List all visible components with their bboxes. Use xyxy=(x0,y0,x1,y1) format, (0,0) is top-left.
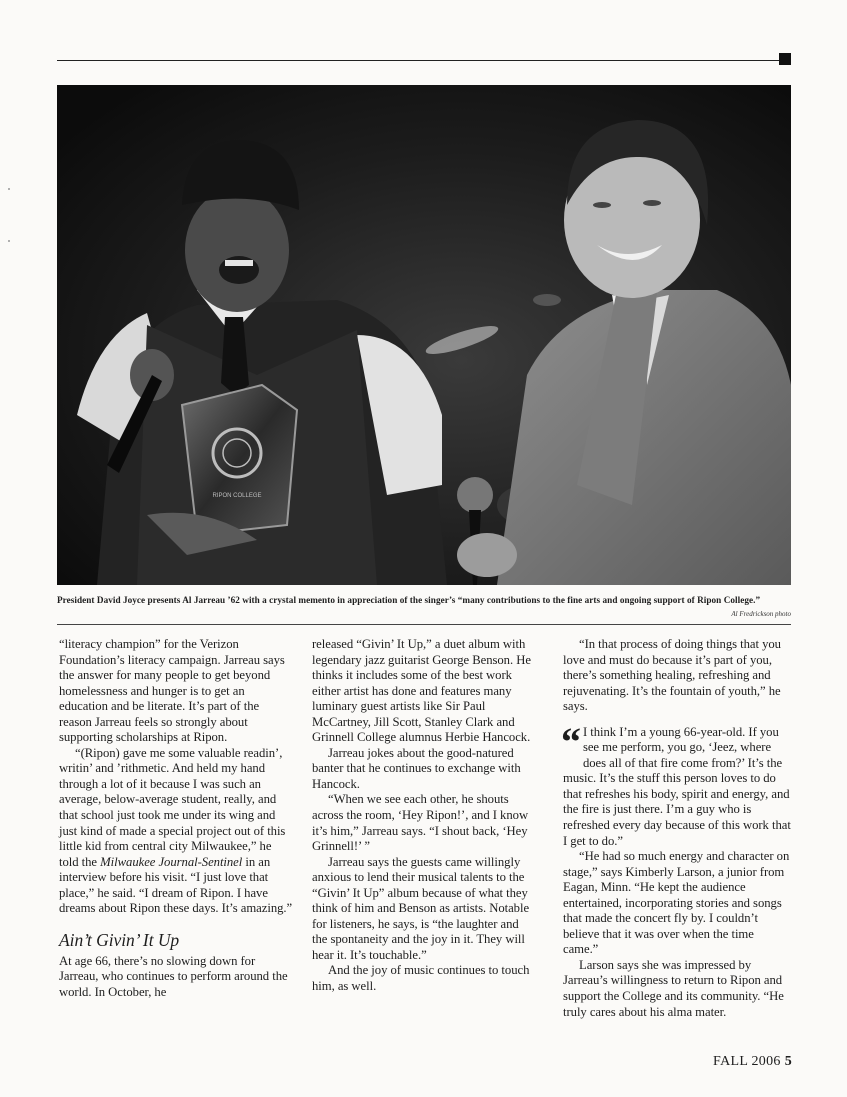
plaque-text: RIPON COLLEGE xyxy=(212,493,262,499)
scan-speck xyxy=(8,240,10,242)
article-column-1 xyxy=(59,637,294,1000)
paragraph-text: in an interview before his visit. “I just love that place,” he said. “I dream of Ripon. I have dreams about Ripon these days. It’s amazing.” xyxy=(59,854,293,916)
article-column-3 xyxy=(563,637,791,1020)
page-number: 5 xyxy=(784,1054,792,1069)
photo-caption: President David Joyce presents Al Jarreau ’62 with a crystal memento in appreciation of the singer’s “many contributions to the fine arts and ongoing support of Ripon College.” xyxy=(57,595,761,605)
paragraph: “When we see each other, he shouts across the room, ‘Hey Ripon!’, and I know it’s him,” Jarreau says. “I shout back, ‘Hey Grinnell!’ ” xyxy=(312,792,529,854)
caption-rule xyxy=(57,624,791,625)
section-subhead: Ain’t Givin’ It Up xyxy=(59,929,180,950)
header-rule xyxy=(57,60,783,61)
quote-mark-icon: “ xyxy=(561,718,581,764)
page-folio xyxy=(713,1054,792,1070)
concert-photo xyxy=(57,85,791,585)
paragraph: Larson says she was impressed by Jarreau’s willingness to return to Ripon and support the College and its community. “He truly cares about his alma mater. xyxy=(563,957,784,1019)
photo-illustration xyxy=(57,85,791,585)
paragraph: Jarreau jokes about the good-natured banter that he continues to exchange with Hancock. xyxy=(312,745,521,791)
article-column-2 xyxy=(312,637,536,995)
paragraph: “He had so much energy and character on stage,” says Kimberly Larson, a junior from Eagan, Minn. “He kept the audience entertained, incorporating stories and songs that made the concert fly by. I couldn’t believe that it was over when the time came.” xyxy=(563,849,790,957)
paragraph-text: “(Ripon) gave me some valuable readin’, writin’ and ’rithmetic. And held my hand through a lot of it because I was such an average, below-average student, really, and that school just took me under its wing and just kind of made a special project out of this little kid from central city Milwaukee,” he told the xyxy=(59,745,286,869)
paragraph: “literacy champion” for the Verizon Foundation’s literacy campaign. Jarreau says the answer for many people to get beyond homelessness and hunger is to get an education and be literate. It’s part of the reason Jarreau feels so strongly about supporting scholarships at Ripon. xyxy=(59,637,285,745)
header-rule-marker xyxy=(779,53,791,65)
paragraph: Jarreau says the guests came willingly anxious to lend their musical talents to the “Givin’ It Up” album because of what they think of him and Benson as artists. Notable for listeners, he says, is “the laughter and the spontaneity and the joy in it. They will hear it. It’s touchable.” xyxy=(312,854,530,962)
photo-credit: Al Fredrickson photo xyxy=(731,610,791,618)
paragraph: released “Givin’ It Up,” a duet album with legendary jazz guitarist George Benson. He thinks it includes some of the best work either artist has done and features many luminary guest artists like Sir Paul McCartney, Jill Scott, Stanley Clark and Grinnell College alumnus Herbie Hancock. xyxy=(312,637,531,745)
paragraph: At age 66, there’s no slowing down for Jarreau, who continues to perform around the world. In October, he xyxy=(59,953,288,999)
scan-speck xyxy=(8,188,10,190)
paragraph: “In that process of doing things that you love and must do because it’s part of you, there’s something healing, refreshing and rejuvenating. It’s the fountain of youth,” he says. xyxy=(563,637,781,714)
paragraph: And the joy of music continues to touch him, as well. xyxy=(312,963,530,994)
publication-name: Milwaukee Journal-Sentinel xyxy=(100,854,243,869)
issue-label: FALL 2006 xyxy=(713,1054,781,1069)
paragraph xyxy=(59,746,294,917)
pull-quote-text: I think I’m a young 66-year-old. If you see me perform, you go, ‘Jeez, where does all of that fire come from?’ It’s the music. It’s the stuff this person loves to do that refreshes his body, spirit and energy, and the fire is just there. I’m a guy who is refreshed every day because of this work that I get to do.” xyxy=(563,724,791,848)
pull-quote xyxy=(561,718,791,849)
